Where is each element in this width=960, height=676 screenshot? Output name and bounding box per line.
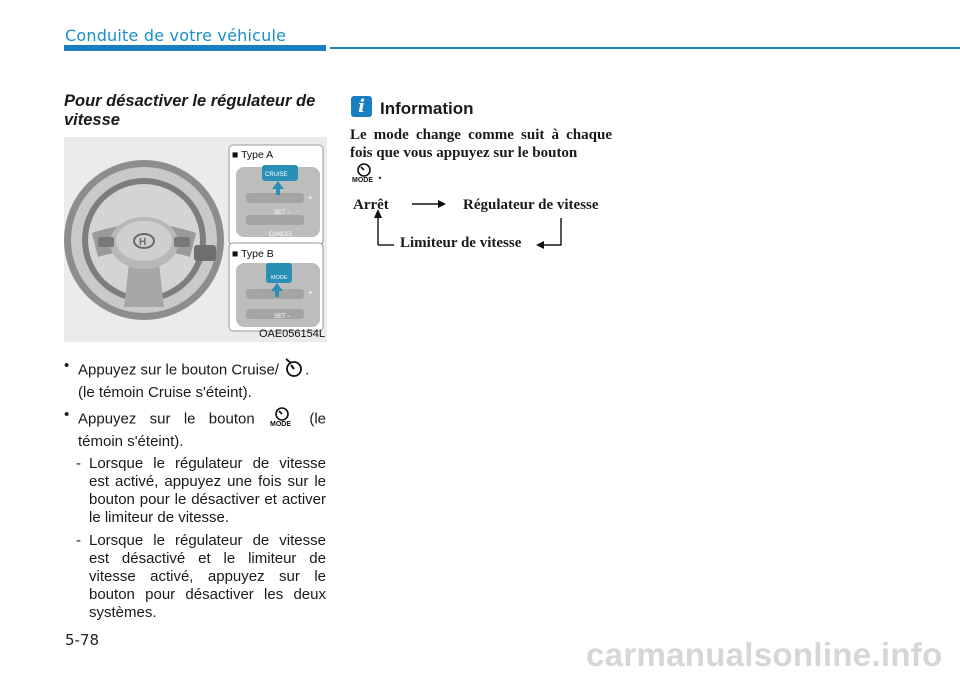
page-heading: Pour désactiver le régulateur de vitesse	[64, 92, 316, 129]
mode-button-icon	[350, 162, 378, 189]
steering-wheel-drawing	[64, 160, 224, 320]
bullet-item	[64, 406, 326, 451]
mode-icon-text: MODE	[352, 177, 373, 184]
arrow-left-icon	[536, 241, 544, 249]
section-header-title: Conduite de votre véhicule	[65, 26, 287, 45]
sub-item	[76, 532, 326, 622]
bullet-1-end: .	[305, 361, 310, 379]
bullet-dot: •	[64, 357, 70, 374]
info-title: Information	[380, 99, 474, 118]
info-paragraph: Le mode change comme suit à chaque fois que vous appuyez sur le bouton	[350, 127, 612, 161]
cancel-label: CANCEL	[269, 232, 294, 238]
steering-wheel-figure	[64, 137, 327, 342]
sub-item-text: Lorsque le régulateur de vitesse est activé, appuyez une fois sur le bouton pour le désactiver et activer le limiteur de vitesse.	[89, 455, 326, 526]
mode-label-b: MODE	[271, 275, 288, 281]
flow-cruise-label: Régulateur de vitesse	[463, 197, 599, 213]
header-rule-thin	[330, 47, 960, 49]
svg-text:H: H	[139, 237, 147, 248]
bullet-2-text: Appuyez sur le bouton	[78, 410, 255, 428]
bullet-2-end: (le témoin s'éteint).	[78, 410, 326, 450]
figure-code: OAE056154L	[258, 328, 325, 340]
bullet-item	[64, 357, 326, 402]
info-icon: i	[351, 96, 372, 117]
cruise-speed-icon	[283, 357, 305, 384]
cruise-label: CRUISE	[265, 172, 288, 178]
type-b-label: ■ Type B	[232, 248, 274, 260]
type-a-label: ■ Type A	[232, 149, 274, 161]
steering-wheel-illustration	[64, 137, 327, 342]
bullet-1-line2: (le témoin Cruise s'éteint).	[78, 384, 252, 401]
info-text	[350, 126, 612, 189]
arrow-right-icon	[438, 200, 446, 208]
mode-icon-text: MODE	[270, 421, 292, 428]
sub-dash: -	[76, 455, 81, 472]
info-text-end: .	[378, 166, 382, 183]
header-rule-thick	[64, 45, 326, 51]
mode-button-icon	[268, 406, 296, 433]
watermark: carmanualsonline.info	[586, 636, 943, 673]
set-label-a: SET −	[274, 210, 291, 216]
bullet-1-text: Appuyez sur le bouton Cruise/	[78, 361, 279, 379]
sub-item-text: Lorsque le régulateur de vitesse est désactivé et le limiteur de vitesse activé, appuyez sur le bouton pour désactiver les deux systèmes.	[89, 532, 326, 621]
plus-label-a: +	[308, 193, 313, 202]
flow-limiter-label: Limiteur de vitesse	[400, 235, 522, 251]
flow-off-label: Arrêt	[353, 197, 389, 213]
page-number: 5-78	[65, 631, 100, 649]
bullet-dot: •	[64, 406, 70, 423]
instruction-list	[64, 357, 326, 627]
sub-item	[76, 455, 326, 527]
plus-label-b: +	[308, 288, 313, 297]
set-label-b: SET −	[274, 314, 291, 320]
sub-dash: -	[76, 532, 81, 549]
